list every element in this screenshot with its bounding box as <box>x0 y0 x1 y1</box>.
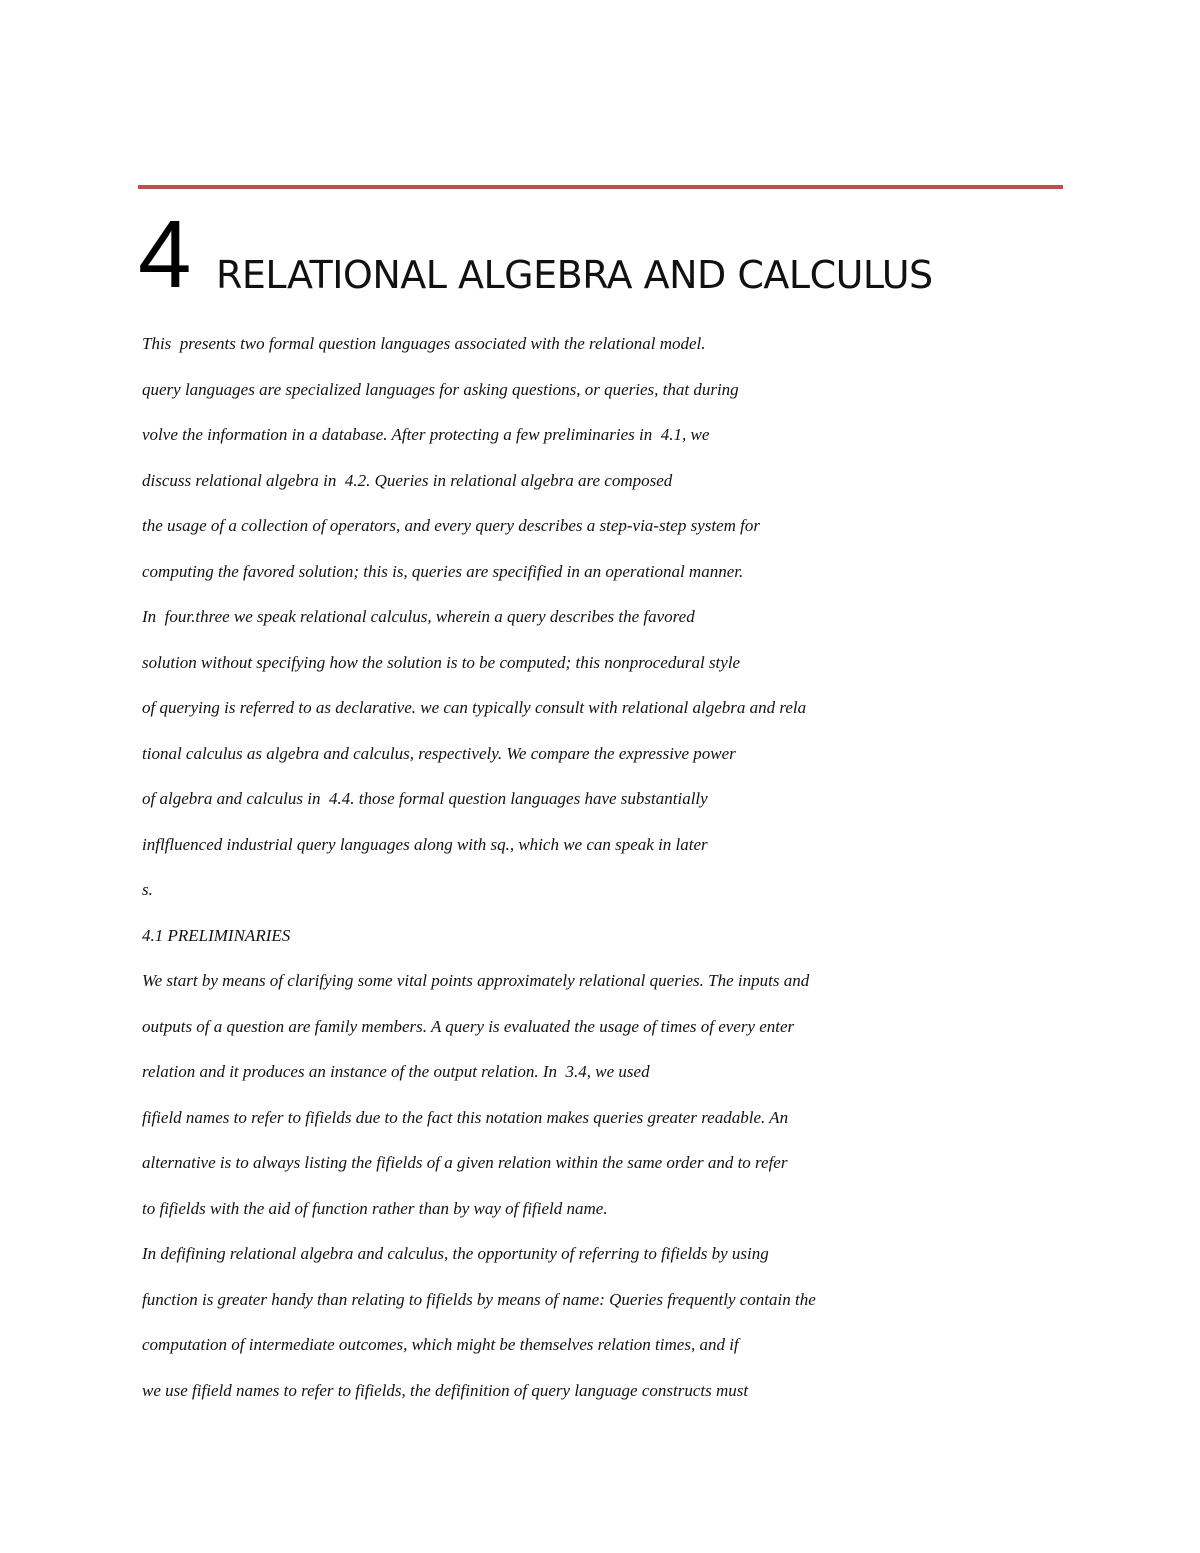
text-line: we use fifield names to refer to fifields, the defifinition of query language constructs must <box>142 1381 749 1400</box>
section-heading: 4.1 PRELIMINARIES <box>142 926 291 945</box>
text-line: alternative is to always listing the fifields of a given relation within the same order and to refer <box>142 1153 788 1172</box>
text-line: relation and it produces an instance of the output relation. In 3.4, we used <box>142 1062 650 1081</box>
text-line: computation of intermediate outcomes, which might be themselves relation times, and if <box>142 1335 739 1354</box>
text-line: fifield names to refer to fifields due to the fact this notation makes queries greater readable. An <box>142 1108 789 1127</box>
chapter-number: 4 <box>138 201 192 308</box>
text-line: to fifields with the aid of function rather than by way of fifield name. <box>142 1199 608 1218</box>
text-line: In four.three we speak relational calculus, wherein a query describes the favored <box>142 607 695 626</box>
text-line: solution without specifying how the solution is to be computed; this nonprocedural style <box>142 653 741 672</box>
text-line: computing the favored solution; this is, queries are specifified in an operational manner. <box>142 562 744 581</box>
text-line: discuss relational algebra in 4.2. Queries in relational algebra are composed <box>142 471 673 490</box>
text-line: We start by means of clarifying some vital points approximately relational queries. The inputs and <box>142 971 810 990</box>
text-line: of querying is referred to as declarative. we can typically consult with relational algebra and rela <box>142 698 807 717</box>
text-line: s. <box>142 880 153 899</box>
text-line: inflfluenced industrial query languages along with sq., which we can speak in later <box>142 835 708 854</box>
text-line: tional calculus as algebra and calculus, respectively. We compare the expressive power <box>142 744 736 763</box>
text-line: the usage of a collection of operators, and every query describes a step-via-step system for <box>142 516 761 535</box>
text-line: of algebra and calculus in 4.4. those formal question languages have substantially <box>142 789 708 808</box>
chapter-title: RELATIONAL ALGEBRA AND CALCULUS <box>216 253 933 297</box>
text-line: In defifining relational algebra and calculus, the opportunity of referring to fifields by using <box>142 1244 769 1263</box>
text-line: outputs of a question are family members. A query is evaluated the usage of times of every enter <box>142 1017 795 1036</box>
text-line: This presents two formal question languages associated with the relational model. <box>142 334 706 353</box>
text-line: query languages are specialized languages for asking questions, or queries, that during <box>142 380 739 399</box>
text-line: volve the information in a database. After protecting a few preliminaries in 4.1, we <box>142 425 710 444</box>
chapter-rule <box>138 185 1063 189</box>
text-line: function is greater handy than relating to fifields by means of name: Queries frequently contain the <box>142 1290 816 1309</box>
